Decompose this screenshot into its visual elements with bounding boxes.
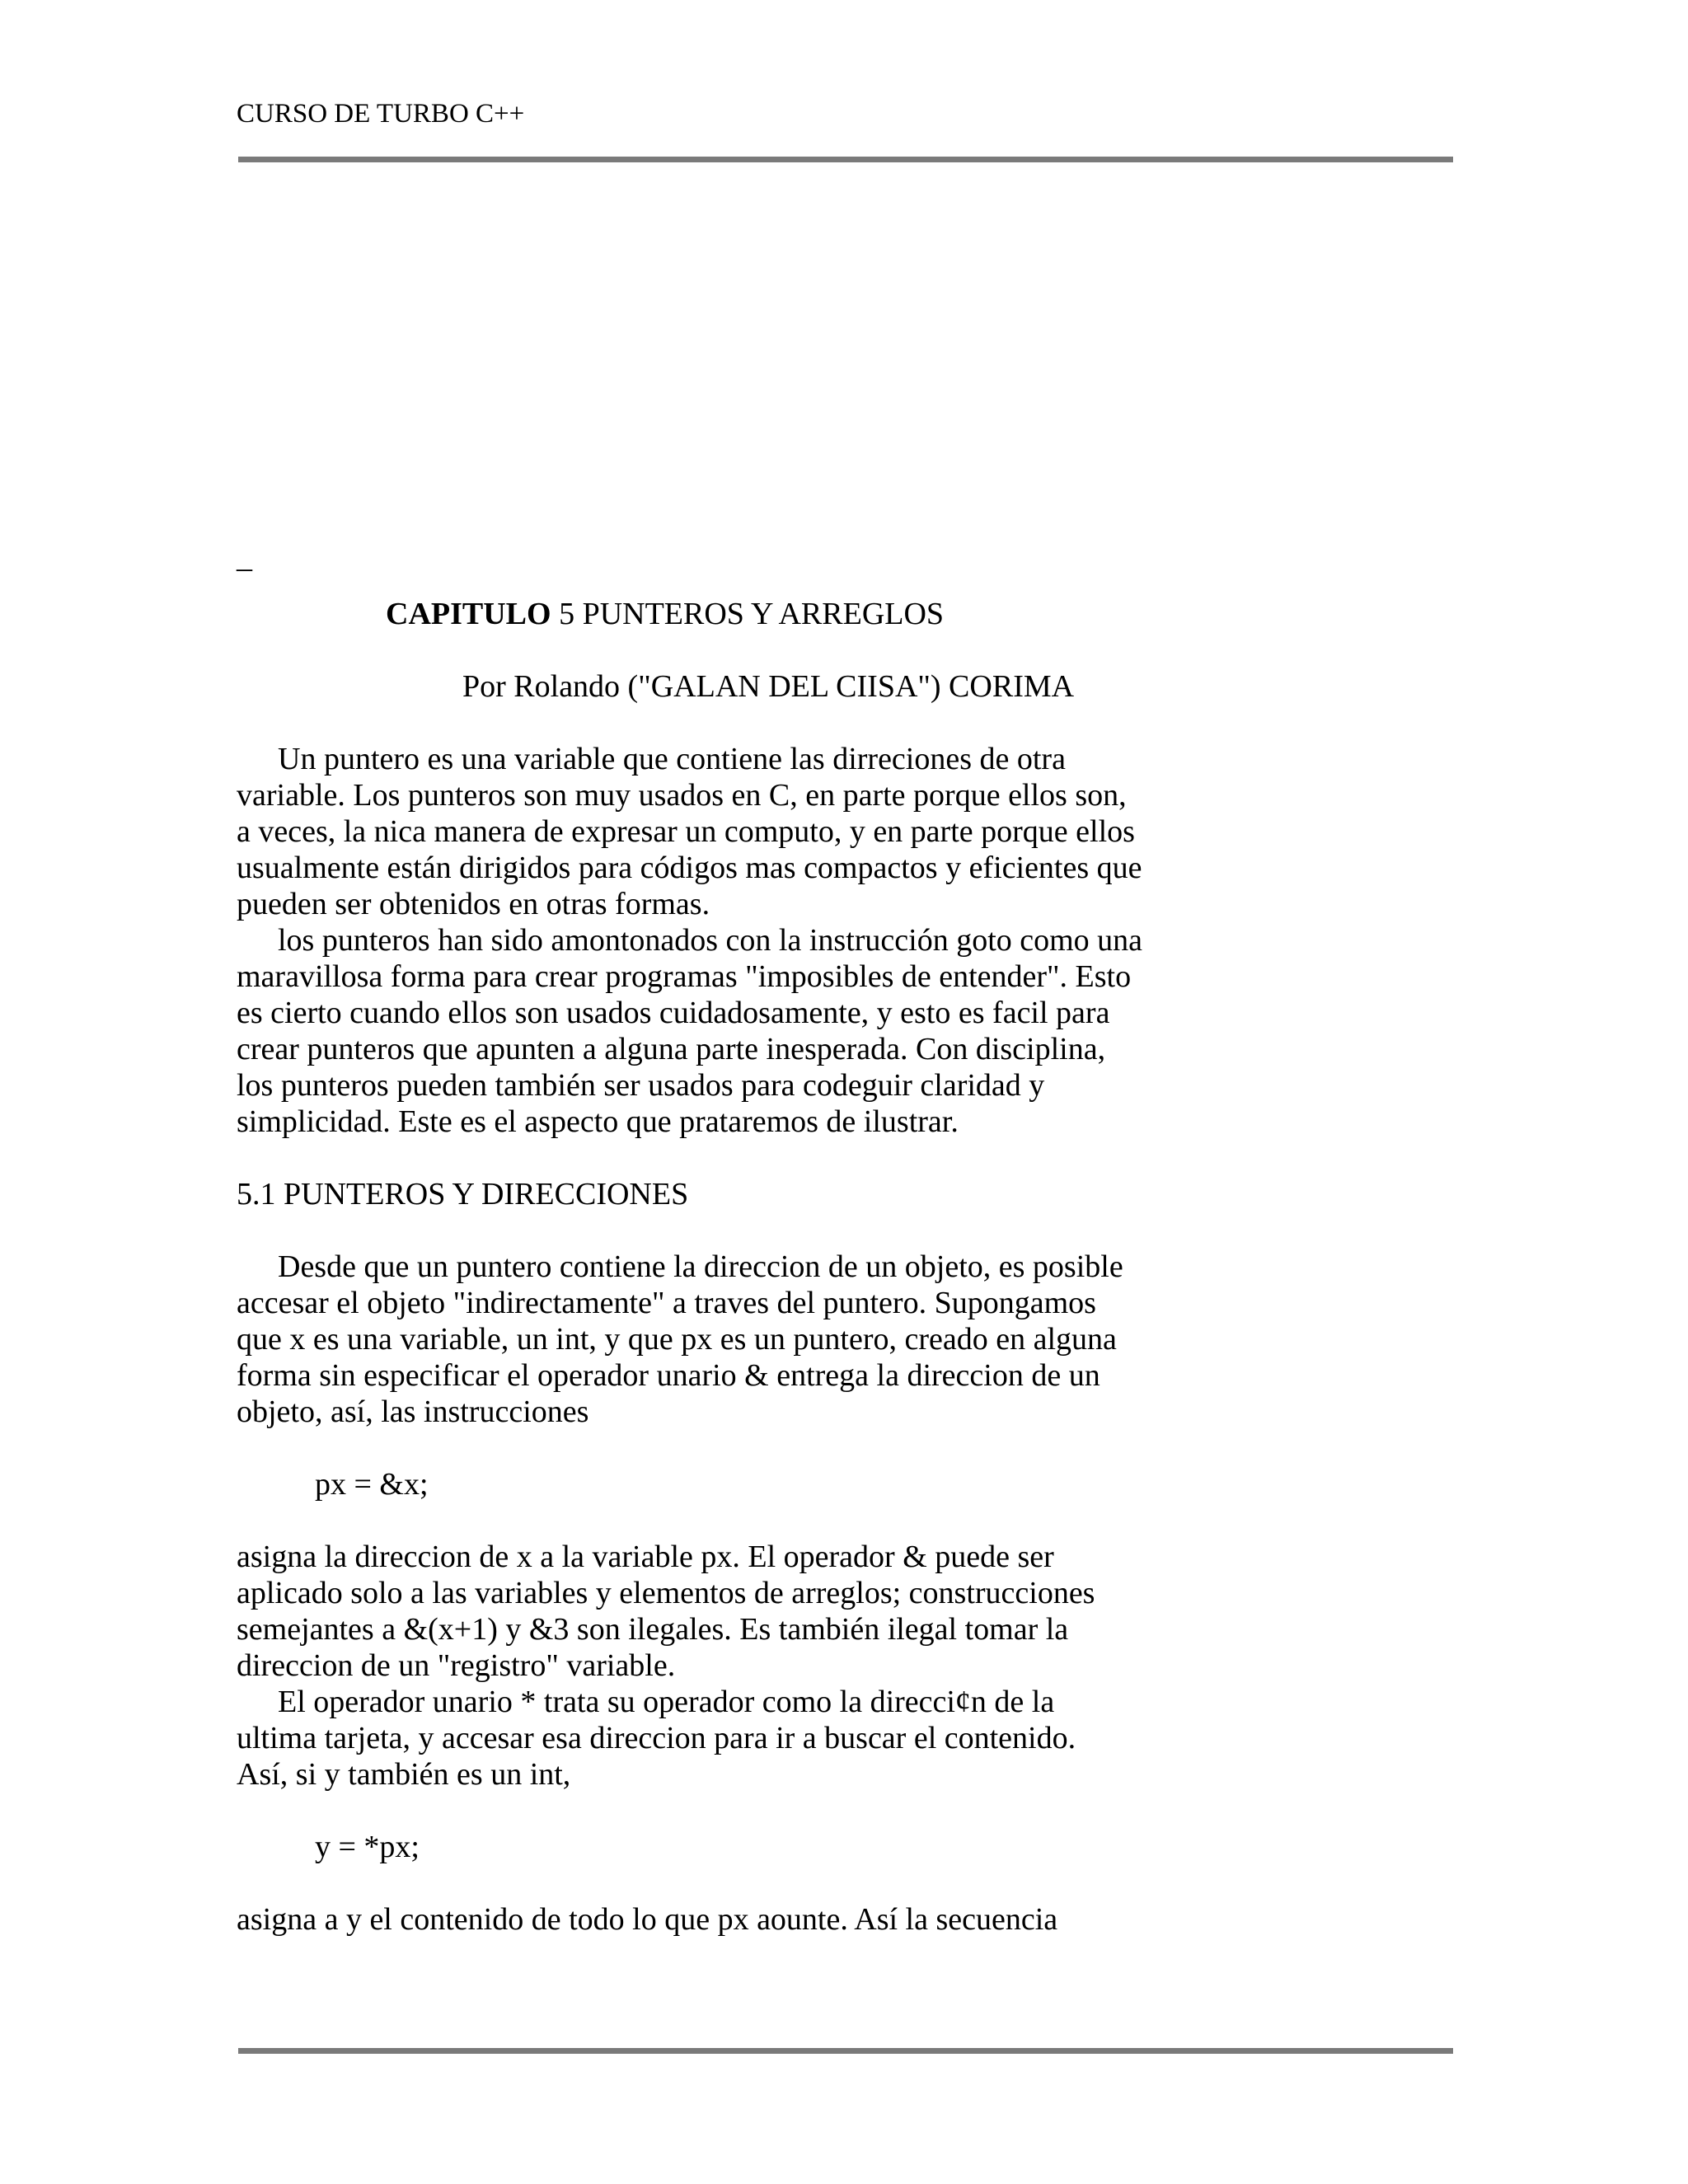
paragraph-line: Desde que un puntero contiene la direccion de un objeto, es posible (278, 1249, 1123, 1284)
paragraph-line: variable. Los punteros son muy usados en C, en parte porque ellos son, (237, 778, 1127, 813)
paragraph-line: El operador unario * trata su operador como la direcci¢n de la (278, 1685, 1055, 1719)
paragraph-line: objeto, así, las instrucciones (237, 1394, 589, 1429)
paragraph-line: los punteros han sido amontonados con la instrucción goto como una (278, 923, 1143, 958)
paragraph-line: que x es una variable, un int, y que px es un puntero, creado en alguna (237, 1322, 1117, 1357)
paragraph-line: accesar el objeto "indirectamente" a traves del puntero. Supongamos (237, 1286, 1096, 1320)
paragraph-line: Un puntero es una variable que contiene las dirreciones de otra (278, 742, 1066, 776)
paragraph-line: direccion de un "registro" variable. (237, 1648, 676, 1683)
code-line: y = *px; (315, 1830, 420, 1864)
paragraph-line: usualmente están dirigidos para códigos mas compactos y eficientes que (237, 851, 1142, 885)
paragraph-line: maravillosa forma para crear programas "imposibles de entender". Esto (237, 959, 1132, 994)
paragraph-line: ultima tarjeta, y accesar esa direccion para ir a buscar el contenido. (237, 1721, 1076, 1755)
stray-mark: _ (237, 540, 252, 574)
paragraph-line: asigna la direccion de x a la variable px. El operador & puede ser (237, 1540, 1054, 1574)
paragraph-line: a veces, la nica manera de expresar un computo, y en parte porque ellos (237, 814, 1135, 849)
paragraph-line: semejantes a &(x+1) y &3 son ilegales. Es también ilegal tomar la (237, 1612, 1069, 1647)
code-line: px = &x; (315, 1467, 429, 1502)
paragraph-line: los punteros pueden también ser usados para codeguir claridad y (237, 1068, 1045, 1103)
paragraph-line: forma sin especificar el operador unario & entrega la direccion de un (237, 1358, 1100, 1393)
section-heading: 5.1 PUNTEROS Y DIRECCIONES (237, 1177, 689, 1212)
paragraph-line: es cierto cuando ellos son usados cuidadosamente, y esto es facil para (237, 996, 1110, 1030)
header-rule (238, 157, 1453, 162)
paragraph-line: aplicado solo a las variables y elementos de arreglos; construcciones (237, 1576, 1095, 1610)
paragraph-line: asigna a y el contenido de todo lo que px aounte. Así la secuencia (237, 1902, 1058, 1937)
paragraph-line: simplicidad. Este es el aspecto que prataremos de ilustrar. (237, 1104, 959, 1139)
chapter-label: CAPITULO (386, 597, 551, 631)
paragraph-line: pueden ser obtenidos en otras formas. (237, 887, 710, 921)
chapter-title (386, 596, 944, 632)
chapter-author: Por Rolando ("GALAN DEL CIISA") CORIMA (462, 669, 1075, 704)
paragraph-line: crear punteros que apunten a alguna parte inesperada. Con disciplina, (237, 1032, 1106, 1066)
running-header: CURSO DE TURBO C++ (237, 99, 525, 129)
chapter-title-rest: 5 PUNTEROS Y ARREGLOS (551, 597, 945, 631)
paragraph-line: Así, si y también es un int, (237, 1757, 571, 1792)
footer-rule (238, 2048, 1453, 2054)
